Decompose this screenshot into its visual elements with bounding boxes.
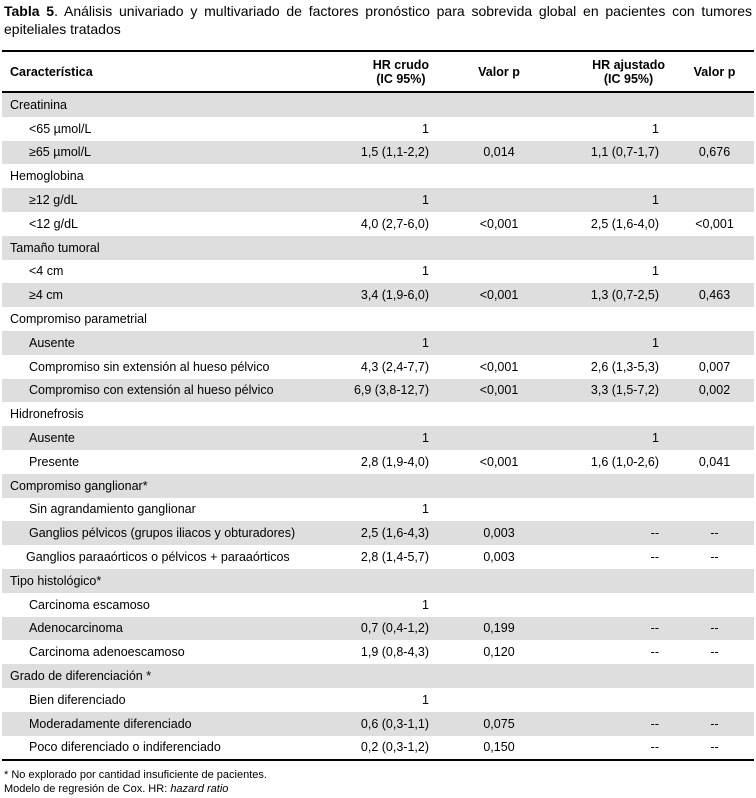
footnote-not-explored: * No explorado por cantidad insuficiente de pacientes. xyxy=(4,769,267,781)
cell-hr-adjusted xyxy=(553,664,675,688)
cell-hr-crude xyxy=(308,474,445,498)
cell-hr-adjusted: 2,5 (1,6-4,0) xyxy=(590,216,659,231)
cell-hr-adjusted xyxy=(553,402,675,426)
cell-p-crude xyxy=(445,260,553,284)
cell-p-crude: <0,001 xyxy=(445,283,553,307)
table-row xyxy=(2,212,754,236)
cell-p-adjusted: 0,007 xyxy=(698,359,731,374)
cell-p-crude: 0,003 xyxy=(445,521,553,545)
table-row xyxy=(2,736,754,761)
table-row xyxy=(2,260,754,284)
results-table xyxy=(2,50,754,761)
cell-hr-crude: 3,4 (1,9-6,0) xyxy=(308,283,445,307)
table-group-row xyxy=(2,164,754,188)
table-row xyxy=(2,498,754,522)
table-row xyxy=(2,593,754,617)
footnote-hazard-ratio: hazard ratio xyxy=(170,783,229,795)
table-row xyxy=(2,141,754,165)
table-body xyxy=(2,92,754,760)
cell-p-adjusted xyxy=(675,92,754,117)
table-row xyxy=(2,688,754,712)
table-row xyxy=(2,640,754,664)
cell-p-adjusted xyxy=(675,402,754,426)
caption-label: Tabla 5 xyxy=(4,3,55,19)
table-caption xyxy=(4,2,752,38)
cell-p-adjusted xyxy=(675,474,754,498)
cell-p-adjusted: <0,001 xyxy=(695,216,734,231)
cell-hr-crude: 0,7 (0,4-1,2) xyxy=(308,617,445,641)
cell-hr-adjusted: 1,3 (0,7-2,5) xyxy=(553,283,675,307)
cell-p-adjusted xyxy=(675,260,754,284)
caption-text: . Análisis univariado y multivariado de factores pronóstico para sobrevida global en pacientes con tumores epiteliales tratados xyxy=(4,3,753,37)
cell-hr-crude: 1 xyxy=(422,264,429,279)
cell-hr-adjusted: -- xyxy=(553,521,675,545)
cell-hr-crude: 1 xyxy=(422,692,429,707)
cell-characteristic: Compromiso parametrial xyxy=(10,312,147,327)
cell-characteristic: Carcinoma adenoescamoso xyxy=(29,645,185,660)
cell-hr-crude: 1,5 (1,1-2,2) xyxy=(308,141,445,165)
cell-p-crude xyxy=(445,426,553,450)
cell-hr-adjusted: 1 xyxy=(652,264,659,279)
cell-p-adjusted: 0,002 xyxy=(675,379,754,403)
cell-hr-adjusted xyxy=(553,498,675,522)
cell-p-crude xyxy=(445,236,553,260)
cell-p-crude: <0,001 xyxy=(445,379,553,403)
cell-p-crude xyxy=(445,402,553,426)
cell-characteristic: Compromiso con extensión al hueso pélvico xyxy=(2,379,308,403)
header-hr-adjusted xyxy=(553,51,675,92)
cell-p-crude: 0,075 xyxy=(445,712,553,736)
cell-characteristic: Presente xyxy=(29,454,80,469)
header-hr-crude-label: HR crudo xyxy=(372,57,429,72)
cell-characteristic: Hidronefrosis xyxy=(10,407,84,422)
cell-hr-crude xyxy=(308,569,445,593)
table-row xyxy=(2,355,754,379)
cell-p-adjusted: -- xyxy=(675,617,754,641)
cell-p-crude: 0,150 xyxy=(445,736,553,761)
cell-characteristic: ≥65 µmol/L xyxy=(2,141,308,165)
cell-p-crude xyxy=(445,474,553,498)
cell-characteristic: Hemoglobina xyxy=(10,169,84,184)
cell-hr-adjusted: 1 xyxy=(553,188,675,212)
cell-p-crude xyxy=(445,307,553,331)
header-hr-adjusted-ci: (IC 95%) xyxy=(603,71,654,86)
header-p-adjusted: Valor p xyxy=(675,51,754,92)
cell-characteristic: Compromiso sin extensión al hueso pélvico xyxy=(29,359,270,374)
cell-hr-crude: 1 xyxy=(422,121,429,136)
cell-hr-adjusted: 2,6 (1,3-5,3) xyxy=(590,359,659,374)
cell-hr-crude: 2,5 (1,6-4,3) xyxy=(308,521,445,545)
cell-p-crude xyxy=(445,688,553,712)
cell-characteristic: Carcinoma escamoso xyxy=(29,597,150,612)
cell-p-crude xyxy=(445,664,553,688)
cell-characteristic: Adenocarcinoma xyxy=(2,617,308,641)
table-group-row xyxy=(2,307,754,331)
table-row xyxy=(2,521,754,545)
cell-characteristic: Grado de diferenciación * xyxy=(2,664,308,688)
cell-characteristic: ≥12 g/dL xyxy=(2,188,308,212)
cell-hr-adjusted xyxy=(553,92,675,117)
cell-p-crude xyxy=(445,593,553,617)
cell-p-crude xyxy=(445,164,553,188)
cell-p-crude xyxy=(445,92,553,117)
cell-p-adjusted: -- xyxy=(675,712,754,736)
table-row xyxy=(2,379,754,403)
cell-hr-adjusted xyxy=(553,236,675,260)
cell-hr-adjusted: 3,3 (1,5-7,2) xyxy=(553,379,675,403)
cell-characteristic: Compromiso ganglionar* xyxy=(2,474,308,498)
cell-hr-crude: 0,2 (0,3-1,2) xyxy=(308,736,445,761)
cell-hr-adjusted: 1,1 (0,7-1,7) xyxy=(553,141,675,165)
table-group-row xyxy=(2,474,754,498)
cell-hr-adjusted: 1 xyxy=(652,121,659,136)
cell-p-adjusted: -- xyxy=(675,736,754,761)
cell-p-crude: 0,199 xyxy=(445,617,553,641)
table-row xyxy=(2,283,754,307)
cell-characteristic: Ganglios pélvicos (grupos iliacos y obturadores) xyxy=(2,521,308,545)
cell-characteristic: Ausente xyxy=(2,426,308,450)
cell-hr-adjusted xyxy=(553,474,675,498)
cell-hr-adjusted: 1,6 (1,0-2,6) xyxy=(590,454,659,469)
cell-characteristic: <65 µmol/L xyxy=(29,121,92,136)
table-group-row xyxy=(2,236,754,260)
cell-hr-crude: 4,3 (2,4-7,7) xyxy=(360,359,429,374)
cell-p-adjusted: 0,676 xyxy=(675,141,754,165)
footnote-cox-model xyxy=(4,782,267,796)
cell-p-crude: <0,001 xyxy=(479,359,519,374)
cell-hr-adjusted xyxy=(553,569,675,593)
header-hr-adjusted-label: HR ajustado xyxy=(592,57,665,72)
cell-characteristic: Ausente xyxy=(2,331,308,355)
cell-hr-crude: 1 xyxy=(308,188,445,212)
cell-hr-adjusted: -- xyxy=(553,617,675,641)
cell-hr-adjusted xyxy=(553,688,675,712)
table-group-row xyxy=(2,569,754,593)
cell-characteristic: Tamaño tumoral xyxy=(2,236,308,260)
cell-hr-crude: 2,8 (1,4-5,7) xyxy=(360,550,429,565)
cell-hr-adjusted xyxy=(553,164,675,188)
cell-hr-crude: 1 xyxy=(308,331,445,355)
cell-characteristic: <4 cm xyxy=(29,264,64,279)
cell-p-adjusted xyxy=(675,331,754,355)
table-group-row xyxy=(2,402,754,426)
table-row xyxy=(2,331,754,355)
cell-p-crude: 0,003 xyxy=(483,550,515,565)
cell-p-adjusted xyxy=(675,569,754,593)
cell-hr-crude: 1 xyxy=(308,426,445,450)
cell-p-adjusted xyxy=(675,188,754,212)
footnote-cox-prefix: Modelo de regresión de Cox. HR: xyxy=(4,783,171,795)
cell-p-adjusted xyxy=(675,688,754,712)
cell-characteristic: Tipo histológico* xyxy=(2,569,308,593)
cell-characteristic: Poco diferenciado o indiferenciado xyxy=(2,736,308,761)
cell-hr-adjusted: -- xyxy=(553,736,675,761)
cell-hr-crude xyxy=(308,307,445,331)
cell-p-crude: <0,001 xyxy=(479,216,519,231)
cell-p-crude xyxy=(445,331,553,355)
cell-characteristic: <12 g/dL xyxy=(29,216,79,231)
table-row xyxy=(2,712,754,736)
cell-p-adjusted: -- xyxy=(710,550,719,565)
cell-hr-crude: 1 xyxy=(422,597,429,612)
cell-hr-crude xyxy=(308,664,445,688)
cell-hr-crude: 0,6 (0,3-1,1) xyxy=(308,712,445,736)
cell-hr-crude: 4,0 (2,7-6,0) xyxy=(360,216,429,231)
cell-p-adjusted: 0,041 xyxy=(698,454,731,469)
cell-hr-adjusted: -- xyxy=(650,550,659,565)
cell-characteristic: Moderadamente diferenciado xyxy=(2,712,308,736)
results-table-container xyxy=(2,50,754,761)
cell-characteristic: Ganglios paraaórticos o pélvicos + paraaórticos xyxy=(26,550,290,565)
cell-p-adjusted xyxy=(675,117,754,141)
table-group-row xyxy=(2,664,754,688)
cell-p-crude: 0,120 xyxy=(483,645,515,660)
table-row xyxy=(2,426,754,450)
cell-p-crude xyxy=(445,569,553,593)
cell-hr-adjusted xyxy=(553,307,675,331)
table-row xyxy=(2,117,754,141)
cell-p-adjusted: -- xyxy=(710,645,719,660)
cell-p-adjusted xyxy=(675,664,754,688)
cell-hr-crude: 6,9 (3,8-12,7) xyxy=(308,379,445,403)
cell-hr-crude xyxy=(308,402,445,426)
cell-p-adjusted: -- xyxy=(675,521,754,545)
cell-p-crude: 0,014 xyxy=(445,141,553,165)
cell-p-crude xyxy=(445,498,553,522)
cell-p-adjusted xyxy=(675,498,754,522)
cell-characteristic: ≥4 cm xyxy=(2,283,308,307)
cell-characteristic: Creatinina xyxy=(2,92,308,117)
cell-p-crude: <0,001 xyxy=(479,454,519,469)
cell-p-adjusted: 0,463 xyxy=(675,283,754,307)
footnotes xyxy=(4,768,267,796)
cell-p-crude xyxy=(445,117,553,141)
cell-hr-adjusted: 1 xyxy=(553,331,675,355)
cell-p-crude xyxy=(445,188,553,212)
header-hr-crude-ci: (IC 95%) xyxy=(376,71,426,86)
cell-hr-adjusted: 1 xyxy=(553,426,675,450)
cell-hr-crude xyxy=(308,164,445,188)
cell-hr-adjusted: -- xyxy=(650,645,659,660)
header-hr-crude xyxy=(308,51,445,92)
cell-p-adjusted xyxy=(675,164,754,188)
table-row xyxy=(2,188,754,212)
table-row xyxy=(2,617,754,641)
cell-hr-crude: 1 xyxy=(422,502,429,517)
cell-p-adjusted xyxy=(675,593,754,617)
header-row xyxy=(2,51,754,92)
table-row xyxy=(2,450,754,474)
cell-hr-crude: 1,9 (0,8-4,3) xyxy=(360,645,429,660)
table-row xyxy=(2,545,754,569)
header-characteristic: Característica xyxy=(2,51,308,92)
table-group-row xyxy=(2,92,754,117)
cell-hr-adjusted: -- xyxy=(553,712,675,736)
cell-characteristic: Sin agrandamiento ganglionar xyxy=(29,502,196,517)
cell-hr-crude xyxy=(308,236,445,260)
cell-p-adjusted xyxy=(675,426,754,450)
cell-characteristic: Bien diferenciado xyxy=(29,692,126,707)
cell-p-adjusted xyxy=(675,236,754,260)
cell-p-adjusted xyxy=(675,307,754,331)
cell-hr-crude: 2,8 (1,9-4,0) xyxy=(360,454,429,469)
cell-hr-crude xyxy=(308,92,445,117)
cell-hr-adjusted xyxy=(553,593,675,617)
header-p-crude: Valor p xyxy=(445,51,553,92)
